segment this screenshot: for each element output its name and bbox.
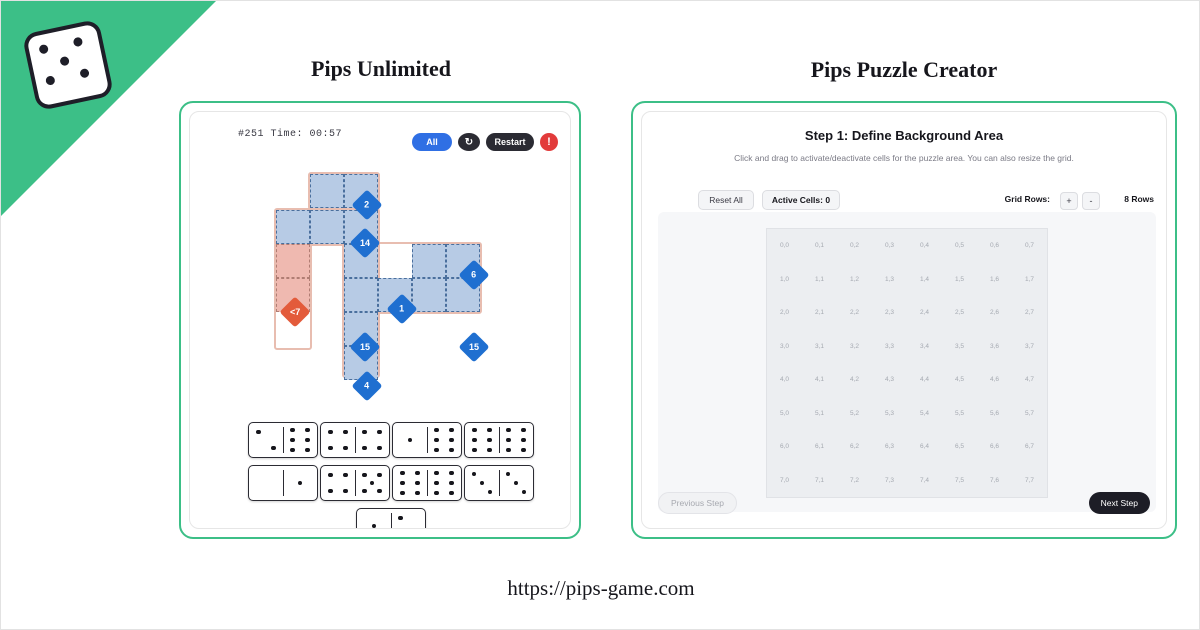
active-cells-value: 0	[825, 195, 831, 205]
board-cell[interactable]	[310, 210, 344, 244]
alert-icon[interactable]: !	[540, 133, 558, 151]
grid-cell[interactable]: 3,3	[884, 342, 895, 350]
grid-cell[interactable]: 0,0	[779, 242, 790, 249]
filter-all-button[interactable]: All	[412, 133, 452, 151]
grid-cell[interactable]: 5,1	[814, 409, 825, 417]
game-inner-frame	[189, 111, 571, 529]
grid-cell[interactable]: 0,3	[884, 242, 895, 249]
grid-cell[interactable]: 6,6	[989, 443, 1000, 450]
region-badge: 6	[458, 259, 489, 290]
board-cell[interactable]	[412, 244, 446, 278]
grid-cell[interactable]: 2,2	[849, 309, 860, 316]
domino-tile[interactable]	[392, 465, 462, 501]
domino-tile[interactable]	[248, 422, 318, 458]
grid-cell[interactable]: 5,3	[884, 409, 895, 417]
grid-cell[interactable]: 4,5	[954, 376, 965, 383]
grid-cell[interactable]: 4,4	[919, 376, 930, 383]
grid-cell[interactable]: 7,7	[1024, 476, 1035, 484]
puzzle-board[interactable]	[190, 156, 571, 416]
creator-inner-frame	[641, 111, 1167, 529]
grid-cell[interactable]: 4,3	[884, 376, 895, 383]
grid-cell[interactable]: 1,5	[954, 275, 965, 283]
grid-cell[interactable]: 1,6	[989, 275, 1000, 283]
board-cell[interactable]	[310, 174, 344, 208]
grid-cell[interactable]: 5,6	[989, 409, 1000, 417]
grid-cell[interactable]: 4,7	[1024, 376, 1035, 383]
grid-cell[interactable]: 1,4	[919, 275, 930, 283]
reset-all-button[interactable]: Reset All	[698, 190, 754, 210]
page-title-left: Pips Unlimited	[311, 56, 451, 81]
game-toolbar	[190, 112, 570, 156]
domino-tile[interactable]	[248, 465, 318, 501]
grid-cell[interactable]: 1,3	[884, 275, 895, 283]
domino-logo-icon	[22, 19, 115, 112]
domino-tile[interactable]	[392, 422, 462, 458]
step-title: Step 1: Define Background Area	[804, 128, 1004, 143]
grid-cell[interactable]: 4,2	[849, 376, 860, 383]
grid-cell[interactable]: 2,6	[989, 309, 1000, 316]
grid-cell[interactable]: 3,6	[989, 342, 1000, 350]
domino-tile[interactable]	[320, 465, 390, 501]
game-stats-text: #251 Time: 00:57	[238, 129, 343, 140]
board-cell[interactable]	[412, 278, 446, 312]
grid-cell[interactable]: 1,7	[1024, 275, 1035, 283]
grid-cell[interactable]: 4,6	[989, 376, 1000, 383]
grid-cell[interactable]: 1,1	[814, 275, 825, 283]
region-badge: 14	[349, 227, 380, 258]
grid-cell[interactable]: 5,2	[849, 409, 860, 417]
grid-cell[interactable]: 5,7	[1024, 409, 1035, 417]
grid-rows-label: Grid Rows:	[1004, 194, 1050, 204]
grid-cell[interactable]: 6,3	[884, 443, 895, 450]
region-badge: 2	[351, 189, 382, 220]
region-badge: 1	[386, 293, 417, 324]
domino-tile[interactable]	[320, 422, 390, 458]
footer-url: https://pips-game.com	[507, 576, 695, 600]
grid-cell[interactable]: 4,0	[779, 376, 790, 383]
creator-toolbar	[642, 180, 1166, 206]
grid-cell[interactable]: 7,4	[919, 476, 930, 484]
grid-cell[interactable]: 0,4	[919, 242, 930, 249]
grid-panel	[658, 212, 1156, 512]
grid-cell[interactable]: 2,3	[884, 309, 895, 316]
domino-tray[interactable]	[190, 422, 571, 529]
grid-cell[interactable]: 6,2	[849, 443, 860, 450]
domino-tile[interactable]	[464, 465, 534, 501]
decrease-rows-button[interactable]: -	[1082, 192, 1100, 210]
grid-cell[interactable]: 6,1	[814, 443, 825, 450]
creator-card	[631, 101, 1177, 539]
grid-cell[interactable]: 7,6	[989, 476, 1000, 484]
grid-cell[interactable]: 1,2	[849, 275, 860, 283]
grid-cell[interactable]: 4,1	[814, 376, 825, 383]
grid-cell[interactable]: 0,5	[954, 242, 965, 249]
region-badge: 15	[349, 331, 380, 362]
region-badge: 15	[458, 331, 489, 362]
grid-cell[interactable]: 6,5	[954, 443, 965, 450]
grid-cell[interactable]: 0,1	[814, 242, 825, 249]
active-cells-label: Active Cells:	[771, 195, 823, 205]
rows-count-value: 8 Rows	[1124, 194, 1154, 204]
region-badge: 4	[351, 370, 382, 401]
grid-cell[interactable]: 3,2	[849, 342, 860, 350]
domino-tile[interactable]	[464, 422, 534, 458]
grid-cell[interactable]: 2,0	[779, 309, 790, 316]
grid-cell[interactable]: 1,0	[779, 275, 790, 283]
game-card	[179, 101, 581, 539]
previous-step-button[interactable]: Previous Step	[658, 492, 737, 514]
grid-cell[interactable]: 0,6	[989, 242, 1000, 249]
increase-rows-button[interactable]: +	[1060, 192, 1078, 210]
grid-cell[interactable]: 6,0	[779, 443, 790, 450]
grid-cell[interactable]: 7,0	[779, 476, 790, 484]
grid-cell[interactable]: 3,1	[814, 342, 825, 350]
next-step-button[interactable]: Next Step	[1089, 492, 1150, 514]
refresh-icon[interactable]: ↻	[458, 133, 480, 151]
board-cell[interactable]	[276, 244, 310, 278]
grid-cell[interactable]: 7,2	[849, 476, 860, 484]
grid-cell[interactable]: 0,7	[1024, 242, 1035, 249]
step-instructions: Click and drag to activate/deactivate cells for the puzzle area. You can also resize the grid.	[734, 153, 1074, 163]
grid-cell[interactable]: 2,5	[954, 309, 965, 316]
grid-cell[interactable]: 6,7	[1024, 443, 1035, 450]
editor-grid[interactable]	[766, 228, 1048, 498]
page-title-right: Pips Puzzle Creator	[810, 57, 998, 82]
grid-cell[interactable]: 3,7	[1024, 342, 1035, 350]
restart-button[interactable]: Restart	[486, 133, 534, 151]
board-cell[interactable]	[344, 278, 378, 312]
grid-cell[interactable]: 2,7	[1024, 309, 1035, 316]
active-cells-status	[762, 190, 840, 210]
grid-cell[interactable]: 7,5	[954, 476, 965, 484]
grid-cell[interactable]: 7,3	[884, 476, 895, 484]
region-badge-red: <7	[279, 296, 310, 327]
grid-cell[interactable]: 7,1	[814, 476, 825, 484]
grid-cell[interactable]: 3,0	[779, 342, 790, 350]
board-cell[interactable]	[276, 210, 310, 244]
grid-cell[interactable]: 3,4	[919, 342, 930, 350]
domino-tile[interactable]	[356, 508, 426, 529]
grid-cell[interactable]: 5,4	[919, 409, 930, 417]
grid-cell[interactable]: 5,0	[779, 409, 790, 417]
grid-cell[interactable]: 2,1	[814, 309, 825, 316]
grid-cell[interactable]: 5,5	[954, 409, 965, 417]
grid-cell[interactable]: 6,4	[919, 443, 930, 450]
grid-cell[interactable]: 3,5	[954, 342, 965, 350]
grid-cell[interactable]: 0,2	[849, 242, 860, 249]
grid-cell[interactable]: 2,4	[919, 309, 930, 316]
